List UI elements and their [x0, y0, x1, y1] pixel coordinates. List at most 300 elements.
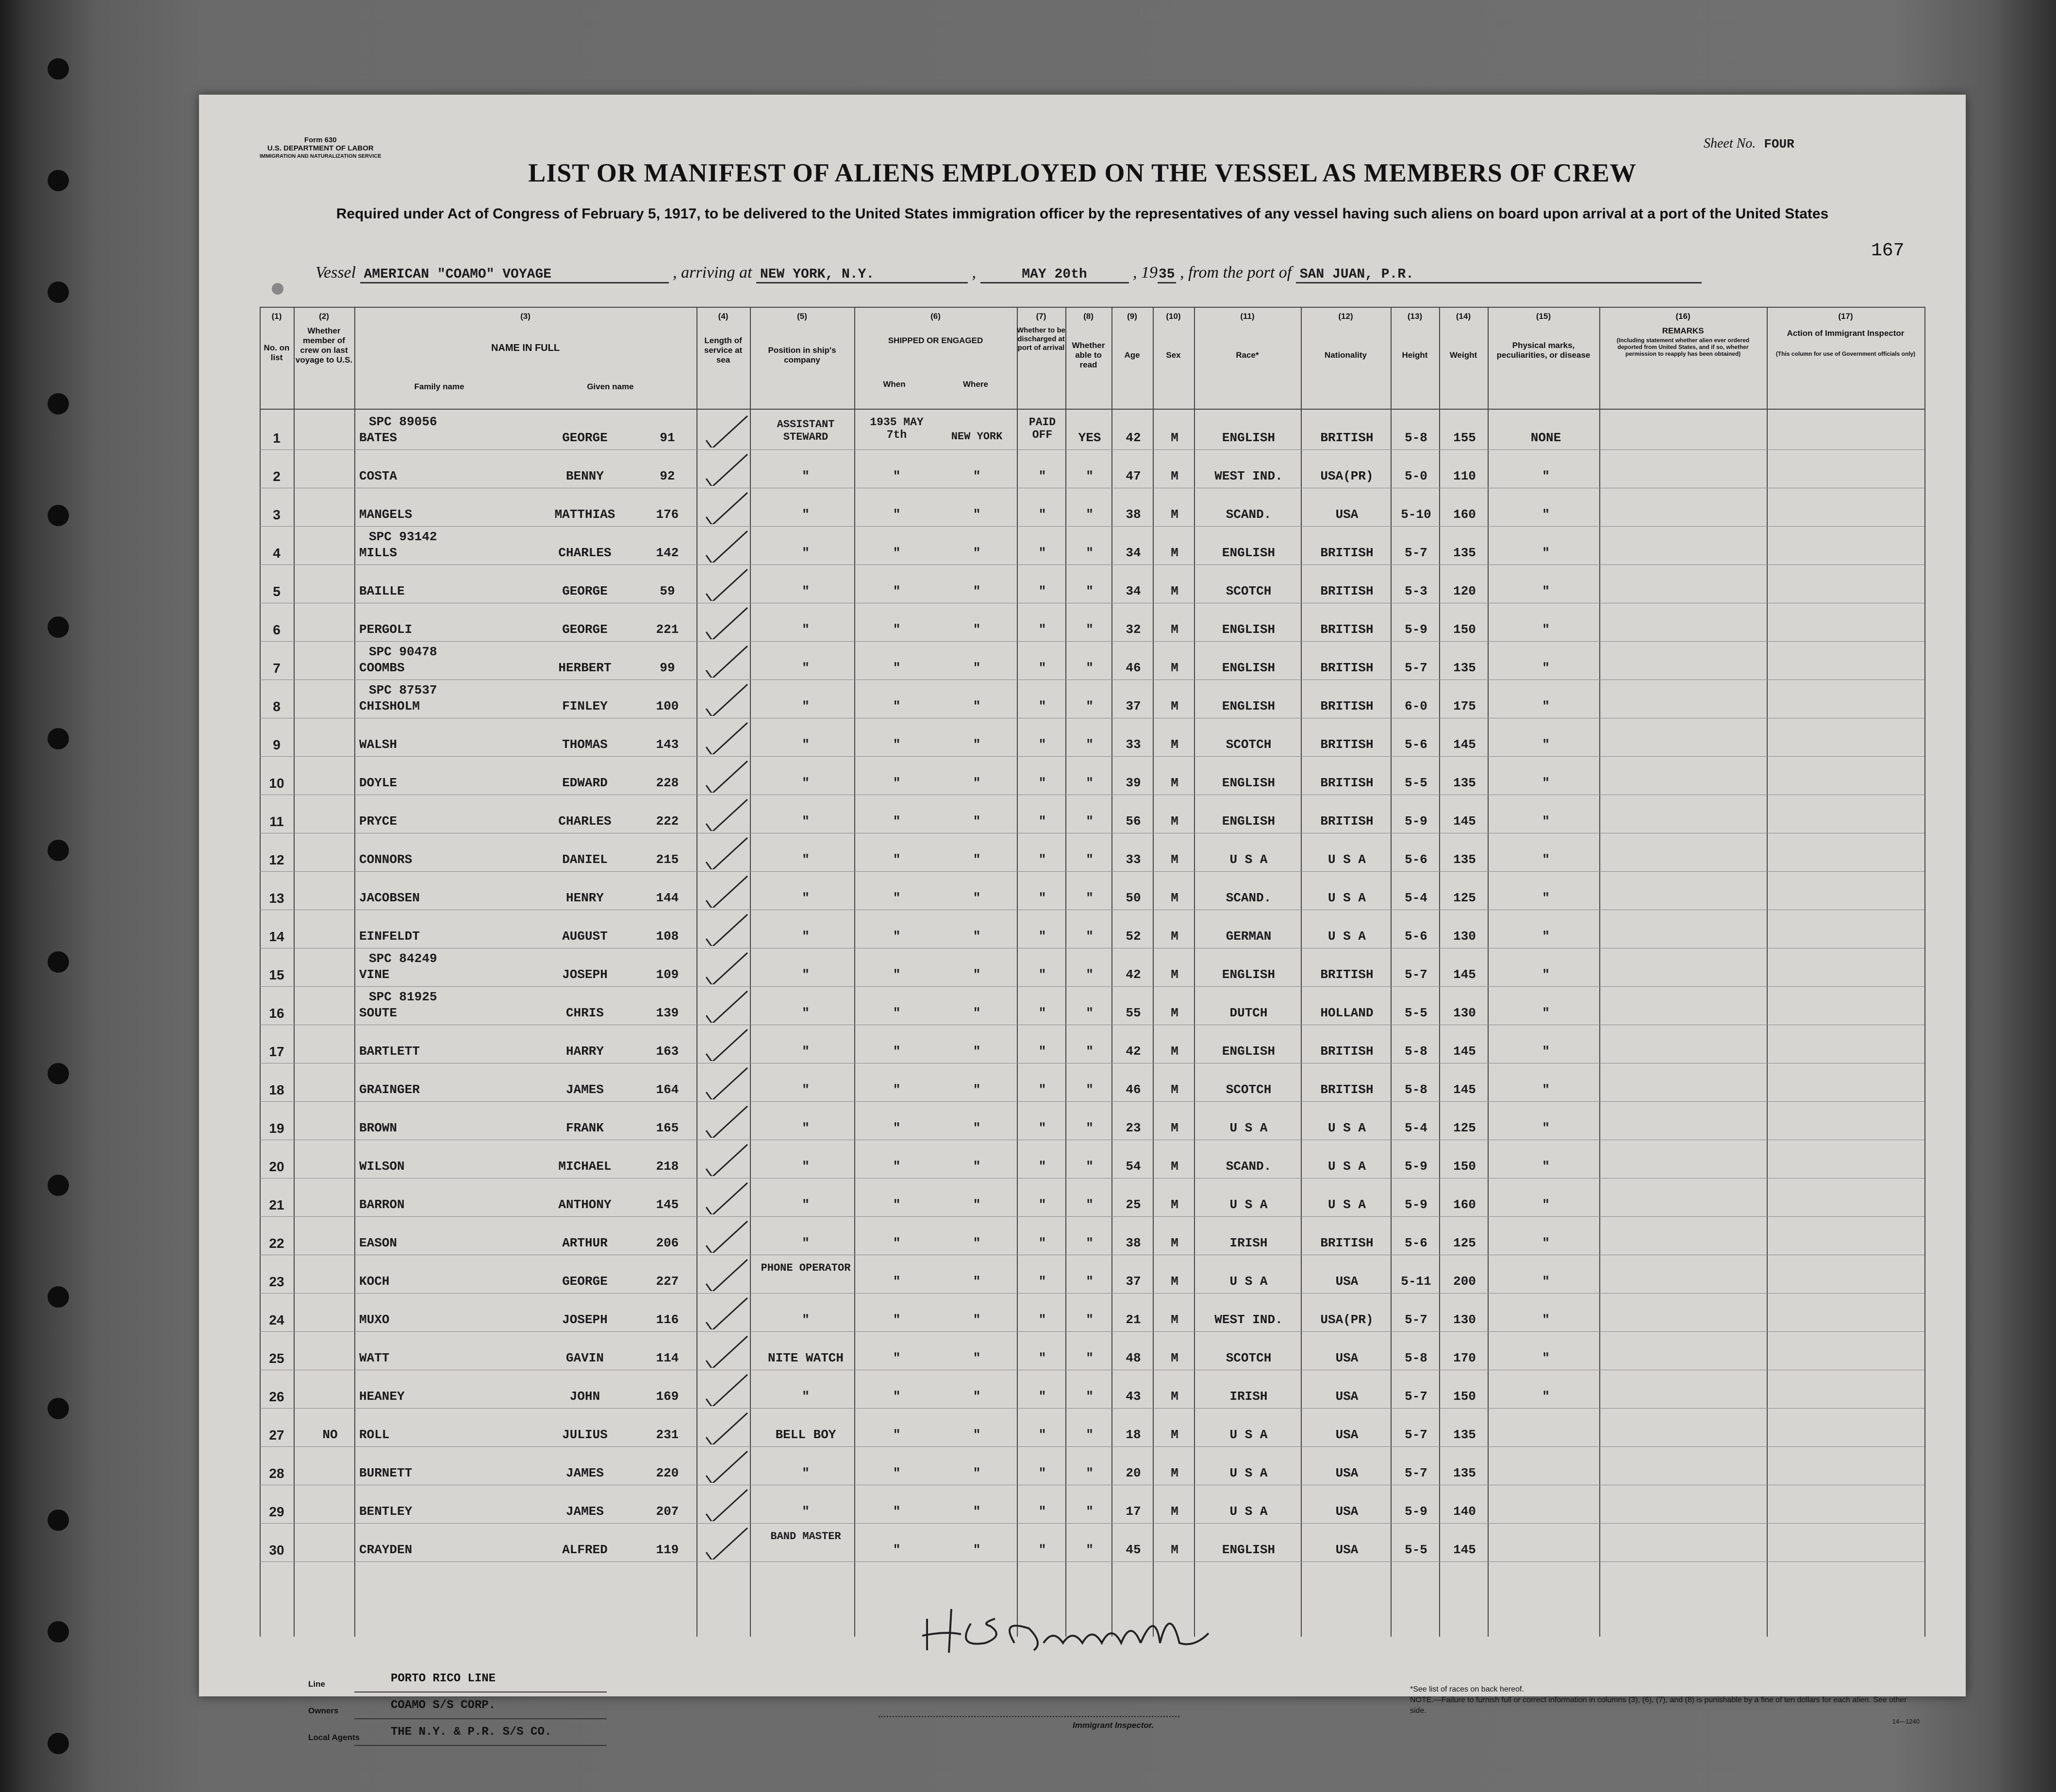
cell-read: "	[1086, 1236, 1094, 1250]
cell-position: "	[802, 699, 810, 713]
punch-hole	[48, 58, 69, 80]
cell-sex: M	[1171, 431, 1178, 445]
cell-nationality: USA(PR)	[1320, 469, 1374, 483]
header-no-on-list: No. on list	[264, 343, 290, 362]
cell-where: "	[973, 1274, 981, 1289]
cell-age: 43	[1126, 1389, 1141, 1404]
cell-weight: 130	[1453, 1312, 1476, 1327]
inspector-signature	[917, 1590, 1218, 1662]
cell-position: ASSISTANT STEWARD	[777, 418, 835, 443]
cell-weight: 200	[1453, 1274, 1476, 1289]
cell-race: SCAND.	[1226, 891, 1272, 905]
cell-read: "	[1086, 584, 1094, 598]
cell-height: 5-4	[1405, 1121, 1427, 1135]
cell-read: "	[1086, 1351, 1094, 1365]
cell-age: 17	[1126, 1504, 1141, 1519]
cell-no: 4	[273, 546, 281, 561]
cell-read: "	[1086, 1197, 1094, 1212]
cell-age: 50	[1126, 891, 1141, 905]
cell-where: "	[973, 546, 981, 560]
cell-no: 12	[269, 852, 284, 867]
checkmark-icon	[696, 720, 755, 754]
cell-idn: 220	[656, 1466, 679, 1480]
cell-discharged: "	[1038, 1427, 1046, 1442]
cell-position: "	[802, 469, 810, 483]
cell-idn: 164	[656, 1082, 679, 1097]
cell-race: ENGLISH	[1222, 967, 1276, 982]
cell-discharged: "	[1038, 699, 1046, 713]
cell-idn: 218	[656, 1159, 679, 1174]
cell-given: ARTHUR	[562, 1236, 608, 1250]
punch-hole	[48, 616, 69, 638]
cell-race: ENGLISH	[1222, 661, 1276, 675]
cell-weight: 125	[1453, 891, 1476, 905]
checkmark-icon	[696, 1104, 755, 1138]
cell-age: 33	[1126, 852, 1141, 867]
spc-number: SPC 84249	[369, 951, 437, 966]
cell-when: "	[893, 1351, 901, 1365]
cell-nationality: U S A	[1327, 1159, 1366, 1174]
cell-position: "	[802, 852, 810, 867]
cell-family: BENTLEY	[359, 1504, 413, 1519]
cell-nationality: BRITISH	[1320, 814, 1374, 829]
row-rule	[260, 1101, 1924, 1102]
cell-where: "	[973, 1082, 981, 1097]
checkmark-icon	[696, 1257, 755, 1291]
cell-idn: 176	[656, 507, 679, 522]
cell-age: 32	[1126, 622, 1141, 637]
cell-sex: M	[1171, 891, 1178, 905]
cell-where: "	[973, 1006, 981, 1020]
cell-family: BARRON	[359, 1197, 405, 1212]
cell-family: EASON	[359, 1236, 398, 1250]
cell-where: "	[973, 1121, 981, 1135]
cell-position: "	[802, 1312, 810, 1327]
cell-read: "	[1086, 1121, 1094, 1135]
cell-where: "	[973, 1543, 981, 1557]
cell-when: "	[893, 1159, 901, 1174]
cell-idn: 109	[656, 967, 679, 982]
form-identifier	[260, 136, 381, 161]
col-num-2: (2)	[319, 312, 329, 321]
cell-discharged: "	[1038, 1312, 1046, 1327]
cell-marks: "	[1542, 1236, 1550, 1250]
cell-discharged: "	[1038, 1044, 1046, 1059]
cell-family: MANGELS	[359, 507, 413, 522]
cell-given: DANIEL	[562, 852, 608, 867]
cell-height: 5-11	[1401, 1274, 1431, 1289]
cell-sex: M	[1171, 1044, 1178, 1059]
cell-marks: "	[1542, 1044, 1550, 1059]
cell-age: 34	[1126, 584, 1141, 598]
cell-weight: 150	[1453, 1159, 1476, 1174]
cell-family: CONNORS	[359, 852, 413, 867]
cell-nationality: BRITISH	[1320, 967, 1374, 982]
cell-no: 3	[273, 507, 281, 522]
cell-discharged: "	[1038, 546, 1046, 560]
spc-number: SPC 93142	[369, 530, 437, 544]
cell-when: "	[893, 1427, 901, 1442]
checkmark-icon	[696, 912, 755, 946]
cell-idn: 92	[660, 469, 675, 483]
row-rule	[260, 1331, 1924, 1332]
checkmark-icon	[696, 452, 755, 486]
cell-nationality: U S A	[1327, 1197, 1366, 1212]
cell-position: "	[802, 1006, 810, 1020]
cell-where: "	[973, 1044, 981, 1059]
checkmark-icon	[696, 490, 755, 524]
cell-nationality: USA	[1335, 507, 1359, 522]
row-rule	[260, 526, 1924, 527]
cell-height: 5-8	[1405, 431, 1427, 445]
punch-hole	[48, 951, 69, 973]
row-rule	[260, 871, 1924, 872]
cell-weight: 125	[1453, 1121, 1476, 1135]
cell-family: BURNETT	[359, 1466, 413, 1480]
cell-family: GRAINGER	[359, 1082, 420, 1097]
cell-weight: 135	[1453, 661, 1476, 675]
cell-age: 47	[1126, 469, 1141, 483]
cell-read: "	[1086, 929, 1094, 944]
cell-weight: 150	[1453, 622, 1476, 637]
cell-where: "	[973, 1197, 981, 1212]
owners-value: COAMO S/S CORP.	[391, 1699, 496, 1712]
cell-given: MICHAEL	[558, 1159, 612, 1174]
header-position: Position in ship's company	[768, 346, 836, 365]
cell-race: ENGLISH	[1222, 776, 1276, 790]
cell-discharged: "	[1038, 661, 1046, 675]
cell-family: DOYLE	[359, 776, 398, 790]
cell-age: 45	[1126, 1543, 1141, 1557]
cell-idn: 163	[656, 1044, 679, 1059]
header-length-of-service: Length of service at sea	[704, 336, 743, 365]
cell-read: "	[1086, 1543, 1094, 1557]
cell-nationality: USA(PR)	[1320, 1312, 1374, 1327]
cell-given: THOMAS	[562, 737, 608, 752]
print-code: 14—1240	[1892, 1718, 1920, 1725]
cell-nationality: BRITISH	[1320, 661, 1374, 675]
cell-family: COOMBS	[359, 661, 405, 675]
cell-given: JULIUS	[562, 1427, 608, 1442]
cell-age: 39	[1126, 776, 1141, 790]
spc-number: SPC 81925	[369, 990, 437, 1004]
punch-hole	[48, 1286, 69, 1308]
checkmark-icon	[696, 1180, 755, 1214]
cell-idn: 169	[656, 1389, 679, 1404]
cell-marks: "	[1542, 1082, 1550, 1097]
crew-table	[260, 307, 1924, 1637]
cell-where: "	[973, 699, 981, 713]
cell-height: 5-4	[1405, 891, 1427, 905]
cell-read: "	[1086, 1312, 1094, 1327]
cell-weight: 155	[1453, 431, 1476, 445]
cell-idn: 206	[656, 1236, 679, 1250]
cell-read: "	[1086, 967, 1094, 982]
spc-number: SPC 90478	[369, 645, 437, 659]
cell-when: "	[893, 622, 901, 637]
cell-age: 56	[1126, 814, 1141, 829]
cell-weight: 125	[1453, 1236, 1476, 1250]
cell-given: JOHN	[569, 1389, 600, 1404]
cell-weight: 135	[1453, 1466, 1476, 1480]
punch-hole	[48, 1621, 69, 1643]
from-port-label: , from the port of	[1180, 264, 1292, 282]
cell-read: "	[1086, 1159, 1094, 1174]
cell-no: 22	[269, 1236, 284, 1251]
cell-given: ALFRED	[562, 1543, 608, 1557]
cell-nationality: BRITISH	[1320, 1082, 1374, 1097]
cell-sex: M	[1171, 1274, 1178, 1289]
local-agents-value: THE N.Y. & P.R. S/S CO.	[391, 1726, 552, 1739]
cell-age: 23	[1126, 1121, 1141, 1135]
cell-when: "	[893, 852, 901, 867]
cell-nationality: U S A	[1327, 1121, 1366, 1135]
cell-nationality: BRITISH	[1320, 584, 1374, 598]
cell-discharged: "	[1038, 1121, 1046, 1135]
year-value: 35	[1158, 267, 1176, 283]
form-number: Form 630	[304, 136, 337, 144]
cell-nationality: HOLLAND	[1320, 1006, 1374, 1020]
cell-idn: 59	[660, 584, 675, 598]
cell-marks: "	[1542, 661, 1550, 675]
cell-family: PRYCE	[359, 814, 398, 829]
cell-position: "	[802, 584, 810, 598]
cell-no: 20	[269, 1159, 284, 1174]
cell-sex: M	[1171, 737, 1178, 752]
cell-family: CHISHOLM	[359, 699, 420, 713]
cell-nationality: USA	[1335, 1466, 1359, 1480]
cell-marks: "	[1542, 546, 1550, 560]
col-num-1: (1)	[271, 312, 282, 321]
cell-read: "	[1086, 814, 1094, 829]
cell-weight: 130	[1453, 1006, 1476, 1020]
cell-sex: M	[1171, 1236, 1178, 1250]
department-name: U.S. DEPARTMENT OF LABOR	[267, 144, 374, 152]
arriving-port-value: NEW YORK, N.Y.	[756, 267, 968, 283]
cell-race: ENGLISH	[1222, 546, 1276, 560]
cell-discharged: "	[1038, 776, 1046, 790]
punch-hole	[48, 1175, 69, 1196]
cell-when: "	[893, 776, 901, 790]
cell-no: 28	[269, 1466, 284, 1481]
cell-idn: 142	[656, 546, 679, 560]
cell-no: 8	[273, 699, 281, 714]
sheet-number	[1704, 136, 1794, 151]
cell-position: "	[802, 1044, 810, 1059]
cell-sex: M	[1171, 1466, 1178, 1480]
cell-height: 5-7	[1405, 967, 1427, 982]
cell-sex: M	[1171, 1006, 1178, 1020]
cell-no: 24	[269, 1312, 284, 1327]
cell-read: "	[1086, 852, 1094, 867]
cell-given: EDWARD	[562, 776, 608, 790]
penalty-note: NOTE.—Failure to furnish full or correct information in columns (3), (6), (7), and (8) is punishable by a fine of ten dollars for each alien. See other side.	[1410, 1696, 1907, 1715]
cell-read: "	[1086, 507, 1094, 522]
header-shipped-or-engaged: SHIPPED OR ENGAGED	[888, 336, 983, 345]
cell-marks: NONE	[1530, 431, 1561, 445]
cell-discharged: "	[1038, 507, 1046, 522]
cell-sex: M	[1171, 852, 1178, 867]
header-name-in-full: NAME IN FULL	[491, 343, 560, 353]
cell-when: "	[893, 699, 901, 713]
cell-family: BAILLE	[359, 584, 405, 598]
cell-height: 5-7	[1405, 546, 1427, 560]
cell-given: AUGUST	[562, 929, 608, 944]
cell-idn: 145	[656, 1197, 679, 1212]
cell-given: FINLEY	[562, 699, 608, 713]
cell-race: U S A	[1229, 1504, 1268, 1519]
cell-idn: 144	[656, 891, 679, 905]
cell-weight: 140	[1453, 1504, 1476, 1519]
cell-sex: M	[1171, 1197, 1178, 1212]
cell-position: "	[802, 1121, 810, 1135]
cell-marks: "	[1542, 1159, 1550, 1174]
cell-given: FRANK	[565, 1121, 604, 1135]
cell-given: CHARLES	[558, 814, 612, 829]
cell-family: MILLS	[359, 546, 398, 560]
cell-sex: M	[1171, 1389, 1178, 1404]
cell-position: "	[802, 1197, 810, 1212]
cell-height: 5-7	[1405, 1427, 1427, 1442]
cell-position: "	[802, 737, 810, 752]
cell-age: 42	[1126, 967, 1141, 982]
cell-position: "	[802, 1504, 810, 1519]
cell-race: U S A	[1229, 1197, 1268, 1212]
cell-position: BELL BOY	[775, 1427, 836, 1442]
page-reference-number: 167	[1871, 240, 1905, 261]
cell-age: 25	[1126, 1197, 1141, 1212]
checkmark-icon	[696, 950, 755, 984]
cell-no: 17	[269, 1044, 284, 1059]
header-remarks-note: (Including statement whether alien ever ordered deported from United States, and if so, whether permission to reapply has been obtained)	[1616, 337, 1750, 357]
col-num-14: (14)	[1456, 312, 1471, 321]
cell-position: "	[802, 891, 810, 905]
document-title: LIST OR MANIFEST OF ALIENS EMPLOYED ON THE VESSEL AS MEMBERS OF CREW	[528, 158, 1637, 187]
cell-when: "	[893, 1543, 901, 1557]
cell-idn: 228	[656, 776, 679, 790]
cell-read: "	[1086, 1044, 1094, 1059]
cell-discharged: "	[1038, 584, 1046, 598]
col-num-7: (7)	[1036, 312, 1046, 321]
cell-no: 29	[269, 1504, 284, 1519]
immigrant-inspector-label: Immigrant Inspector.	[1073, 1721, 1154, 1730]
cell-where: "	[973, 891, 981, 905]
cell-given: JOSEPH	[562, 967, 608, 982]
cell-position: "	[802, 622, 810, 637]
cell-where: "	[973, 814, 981, 829]
cell-nationality: USA	[1335, 1351, 1359, 1365]
header-physical-marks: Physical marks, peculiarities, or disease	[1496, 341, 1591, 360]
cell-sex: M	[1171, 1121, 1178, 1135]
cell-read: "	[1086, 737, 1094, 752]
cell-read: "	[1086, 1389, 1094, 1404]
cell-discharged: "	[1038, 1351, 1046, 1365]
cell-race: SCOTCH	[1226, 737, 1272, 752]
cell-age: 42	[1126, 1044, 1141, 1059]
cell-race: ENGLISH	[1222, 431, 1276, 445]
checkmark-icon	[696, 1334, 755, 1368]
cell-no: 23	[269, 1274, 284, 1289]
punch-hole	[48, 505, 69, 526]
cell-read: "	[1086, 1504, 1094, 1519]
checkmark-icon	[696, 644, 755, 678]
cell-no: 15	[269, 967, 284, 982]
cell-sex: M	[1171, 699, 1178, 713]
cell-height: 5-0	[1405, 469, 1427, 483]
cell-family: BATES	[359, 431, 398, 445]
cell-nationality: BRITISH	[1320, 737, 1374, 752]
cell-height: 5-6	[1405, 929, 1427, 944]
cell-position: "	[802, 1082, 810, 1097]
cell-nationality: BRITISH	[1320, 1044, 1374, 1059]
col-num-8: (8)	[1083, 312, 1094, 321]
col-num-11: (11)	[1240, 312, 1255, 321]
header-weight: Weight	[1449, 350, 1477, 360]
cell-idn: 227	[656, 1274, 679, 1289]
cell-race: SCAND.	[1226, 1159, 1272, 1174]
checkmark-icon	[696, 414, 755, 448]
checkmark-icon	[696, 567, 755, 601]
col-num-3: (3)	[520, 312, 531, 321]
cell-family: PERGOLI	[359, 622, 413, 637]
cell-where: "	[973, 622, 981, 637]
cell-given: HERBERT	[558, 661, 612, 675]
cell-position: "	[802, 967, 810, 982]
cell-no: 25	[269, 1351, 284, 1366]
cell-marks: "	[1542, 1312, 1550, 1327]
cell-race: U S A	[1229, 1427, 1268, 1442]
cell-marks: "	[1542, 737, 1550, 752]
cell-family: KOCH	[359, 1274, 390, 1289]
cell-when: "	[893, 507, 901, 522]
cell-marks: "	[1542, 507, 1550, 522]
cell-given: ANTHONY	[558, 1197, 612, 1212]
cell-discharged: "	[1038, 1159, 1046, 1174]
arrival-date-value: MAY 20th	[980, 267, 1129, 283]
row-rule	[260, 986, 1924, 987]
cell-when: "	[893, 1044, 901, 1059]
cell-given: GEORGE	[562, 622, 608, 637]
cell-no: 5	[273, 584, 281, 599]
cell-race: GERMAN	[1226, 929, 1272, 944]
cell-weight: 145	[1453, 1543, 1476, 1557]
cell-where: "	[973, 1236, 981, 1250]
header-able-to-read: Whether able to read	[1072, 341, 1105, 369]
cell-where: "	[973, 852, 981, 867]
cell-family: CRAYDEN	[359, 1543, 413, 1557]
cell-race: SCOTCH	[1226, 584, 1272, 598]
checkmark-icon	[696, 1219, 755, 1253]
checkmark-icon	[696, 1372, 755, 1406]
cell-nationality: USA	[1335, 1427, 1359, 1442]
punch-hole	[48, 1510, 69, 1531]
cell-position: "	[802, 1236, 810, 1250]
cell-no: 18	[269, 1082, 284, 1097]
cell-position: "	[802, 776, 810, 790]
checkmark-icon	[696, 874, 755, 908]
cell-height: 5-6	[1405, 737, 1427, 752]
cell-race: DUTCH	[1229, 1006, 1268, 1020]
cell-sex: M	[1171, 814, 1178, 829]
cell-given: HENRY	[565, 891, 604, 905]
cell-idn: 114	[656, 1351, 679, 1365]
manifest-sheet	[199, 95, 1966, 1742]
punch-hole	[48, 282, 69, 303]
header-discharged: Whether to be discharged at port of arrival	[1017, 326, 1065, 352]
cell-race: ENGLISH	[1222, 1543, 1276, 1557]
col-num-13: (13)	[1407, 312, 1423, 321]
cell-age: 46	[1126, 661, 1141, 675]
